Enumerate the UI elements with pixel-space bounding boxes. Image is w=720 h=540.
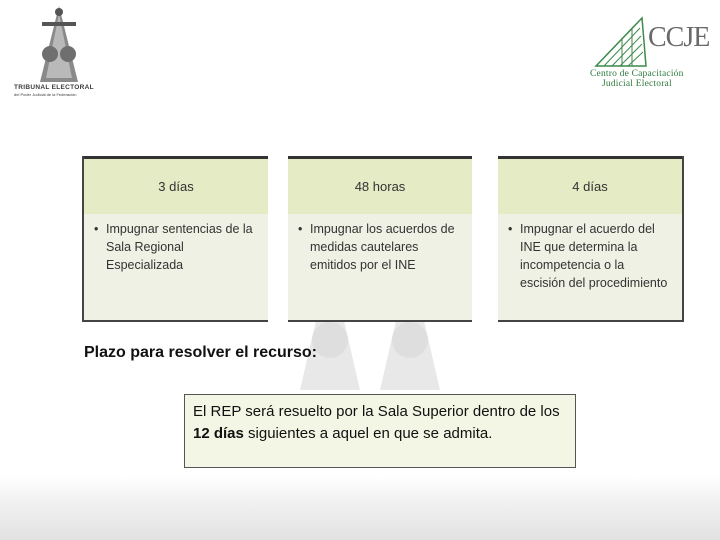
- ccje-line-2: Judicial Electoral: [602, 79, 672, 89]
- tribunal-logo-caption: [14, 84, 106, 98]
- list-item: [298, 220, 462, 274]
- ccje-building-icon: [592, 14, 650, 70]
- stage-description: Impugnar los acuerdos de medidas cautelares emitidos por el INE: [310, 222, 455, 272]
- stage-body: [84, 214, 268, 322]
- stage-title: 48 horas: [288, 156, 472, 214]
- note-text-end: siguientes a aquel en que se admita.: [243, 425, 493, 442]
- resolution-note: [184, 394, 576, 468]
- tribunal-electoral-logo: [14, 4, 104, 100]
- stage-body: [498, 214, 682, 322]
- list-item: [508, 220, 672, 292]
- stage-3-dias: [82, 156, 268, 322]
- tribunal-emblem-icon: [28, 4, 90, 84]
- bullet-icon: •: [94, 222, 99, 236]
- note-text-start: El REP será resuelto por la Sala Superior dentro de los: [193, 403, 560, 420]
- bullet-icon: •: [298, 222, 303, 236]
- tribunal-logo-subtitle: del Poder Judicial de la Federación: [14, 92, 77, 97]
- stage-4-dias: [498, 156, 684, 322]
- stage-48-horas: [288, 156, 472, 322]
- stage-description: Impugnar el acuerdo del INE que determina la incompetencia o la escisión del procedimiento: [520, 222, 668, 290]
- section-heading: Plazo para resolver el recurso:: [84, 344, 317, 361]
- appeal-terms-diagram: [82, 156, 682, 322]
- ccje-logo: [588, 12, 712, 92]
- ccje-mark: CCJE: [648, 22, 710, 53]
- stage-title: 3 días: [84, 156, 268, 214]
- stage-description: Impugnar sentencias de la Sala Regional Especializada: [106, 222, 253, 272]
- bullet-icon: •: [508, 222, 513, 236]
- note-text-bold: 12 días: [193, 425, 244, 442]
- stage-body: [288, 214, 472, 322]
- tribunal-logo-title: TRIBUNAL ELECTORAL: [14, 84, 94, 91]
- list-item: [94, 220, 258, 274]
- footer-band: [0, 476, 720, 540]
- stage-title: 4 días: [498, 156, 682, 214]
- ccje-line-1: Centro de Capacitación: [590, 69, 684, 79]
